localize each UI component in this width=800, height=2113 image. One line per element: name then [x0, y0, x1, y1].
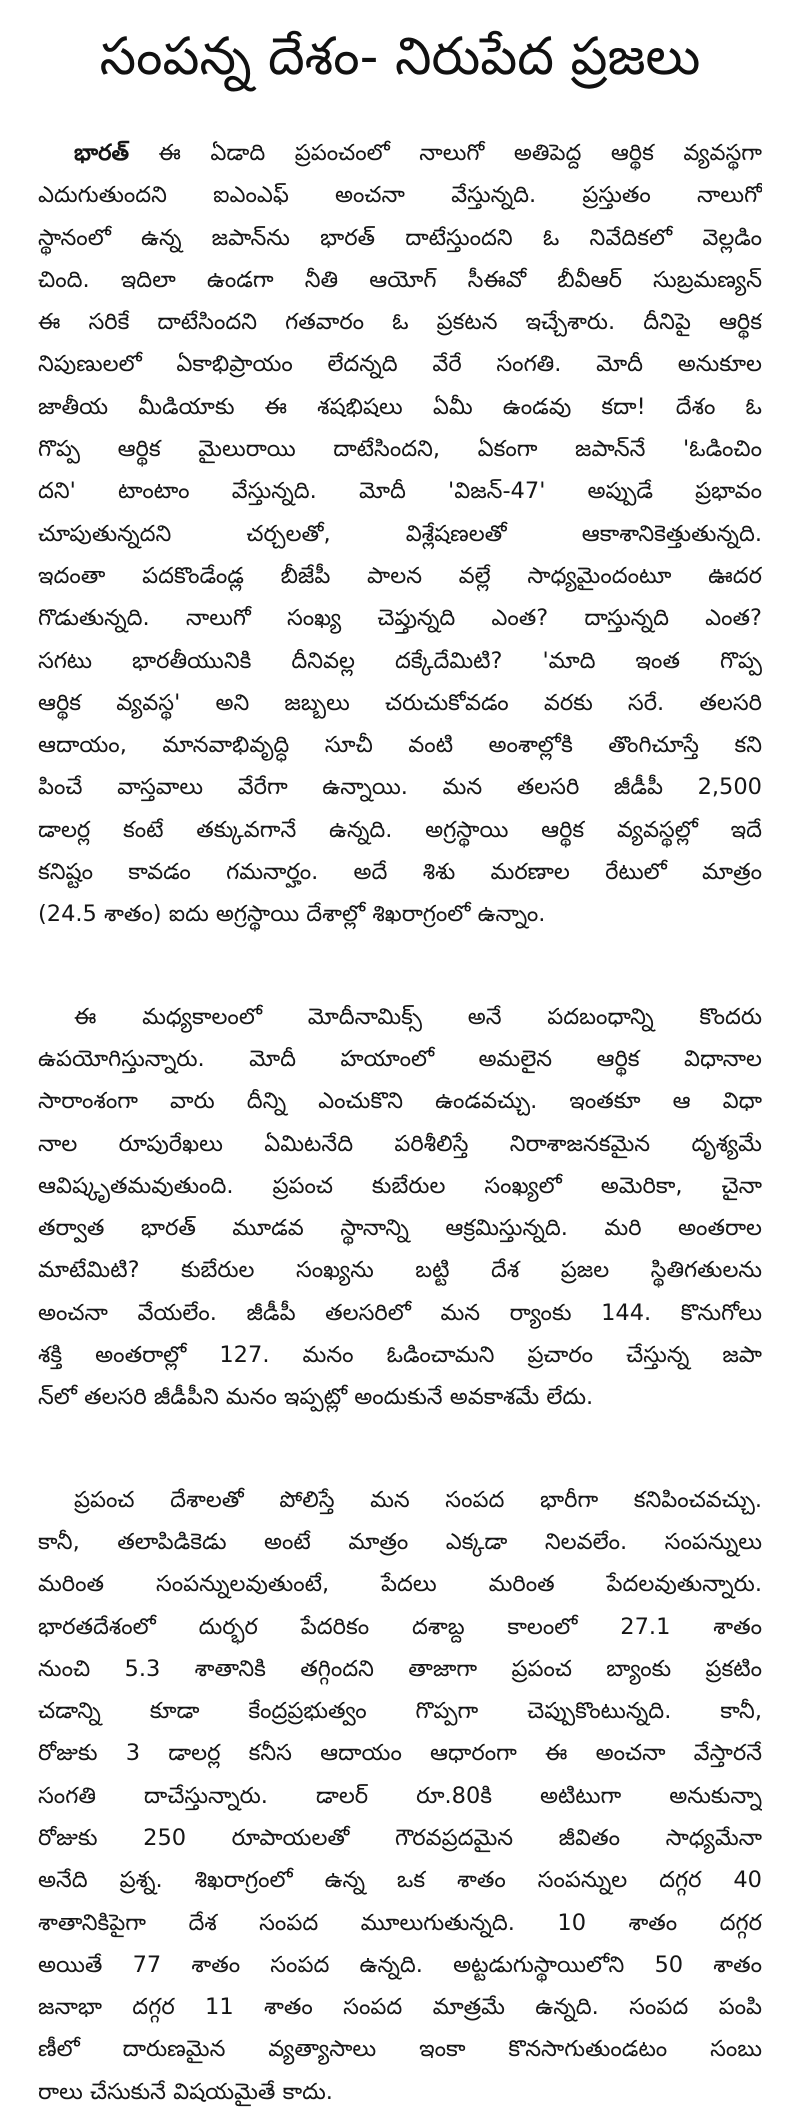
article-headline: సంపన్న దేశం- నిరుపేద ప్రజలు: [99, 27, 701, 87]
paragraph-line: గొడుతున్నది. నాలుగో సంఖ్య చెప్తున్నది ఎంత? దాస్తున్నది ఎంత?: [38, 605, 762, 632]
paragraph-line: చడాన్ని కూడా కేంద్రప్రభుత్వం గొప్పగా చెప్పుకొంటున్నది. కానీ,: [38, 1698, 762, 1725]
paragraph-line: (24.5 శాతం) ఐదు అగ్రస్థాయి దేశాల్లో శిఖరాగ్రంలో ఉన్నాం.: [38, 901, 546, 928]
paragraph-line: నాల రూపురేఖలు ఏమిటనేది పరిశీలిస్తే నిరాశాజనకమైన దృశ్యమే: [38, 1130, 762, 1157]
paragraph-line: భారతదేశంలో దుర్భర పేదరికం దశాబ్ద కాలంలో 27.1 శాతం: [38, 1613, 762, 1640]
paragraph-line: అంచనా వేయలేం. జీడీపీ తలసరిలో మన ర్యాంకు 144. కొనుగోలు: [38, 1299, 762, 1326]
paragraph-line: సంగతి దాచేస్తున్నారు. డాలర్ రూ.80కి అటిటుగా అనుకున్నా: [38, 1782, 762, 1809]
paragraph-line: ణీలో దారుణమైన వ్యత్యాసాలు ఇంకా కొనసాగుతుండటం సంబు: [38, 2036, 762, 2063]
paragraph-line: శక్తి అంతరాల్లో 127. మనం ఓడించామని ప్రచారం చేస్తున్న జపా: [38, 1342, 762, 1369]
paragraph-line: మరింత సంపన్నులవుతుంటే, పేదలు మరింత పేదలవుతున్నారు.: [38, 1571, 762, 1598]
paragraph-line: శాతానికిపైగా దేశ సంపద మూలుగుతున్నది. 10 శాతం దగ్గర: [38, 1909, 762, 1936]
paragraph-line: కనిష్టం కావడం గమనార్హం. అదే శిశు మరణాల రేటులో మాత్రం: [38, 859, 762, 886]
paragraph-line: మాటేమిటి? కుబేరుల సంఖ్యను బట్టి దేశ ప్రజల స్థితిగతులను: [38, 1257, 762, 1284]
paragraph-line: ఆర్థిక వ్యవస్థ' అని జబ్బలు చరుచుకోవడం వరకు సరే. తలసరి: [38, 689, 762, 716]
paragraph-line: అయితే 77 శాతం సంపద ఉన్నది. అట్టడుగుస్థాయిలోని 50 శాతం: [38, 1951, 762, 1978]
paragraph-line: ఈ మధ్యకాలంలో మోదీనామిక్స్ అనే పదబంధాన్ని కొందరు: [74, 1003, 762, 1030]
paragraph-line: ప్రపంచ దేశాలతో పోలిస్తే మన సంపద భారీగా కనిపించవచ్చు.: [74, 1486, 762, 1513]
paragraph-line: నిపుణులలో ఏకాభిప్రాయం లేదన్నది వేరే సంగతి. మోదీ అనుకూల: [38, 351, 762, 378]
paragraph-line: న్‌లో తలసరి జీడీపీని మనం ఇప్పట్లో అందుకునే అవకాశమే లేదు.: [38, 1384, 594, 1411]
paragraph-line: ఎదుగుతుందని ఐఎంఎఫ్ అంచనా వేస్తున్నది. ప్రస్తుతం నాలుగో: [38, 182, 762, 209]
article-body: [38, 132, 762, 2113]
lead-word: భారత్: [74, 140, 129, 166]
paragraph-line: చూపుతున్నదని చర్చలతో, విశ్లేషణలతో ఆకాశానికెత్తుతున్నది.: [38, 520, 762, 547]
article-paragraph: [38, 132, 762, 936]
paragraph-line: దని' టాంటాం వేస్తున్నది. మోదీ 'విజన్-47' అప్పుడే ప్రభావం: [38, 478, 762, 505]
paragraph-line: జాతీయ మీడియాకు ఈ శషభిషలు ఏమీ ఉండవు కదా! దేశం ఓ: [38, 393, 762, 420]
paragraph-line: గొప్ప ఆర్థిక మైలురాయి దాటేసిందని, ఏకంగా జపాన్‌నే 'ఓడించిం: [38, 436, 762, 463]
paragraph-line: జనాభా దగ్గర 11 శాతం సంపద మాత్రమే ఉన్నది. సంపద పంపి: [38, 1994, 762, 2021]
paragraph-line: ఆవిష్కృతమవుతుంది. ప్రపంచ కుబేరుల సంఖ్యలో అమెరికా, చైనా: [38, 1172, 762, 1199]
paragraph-line: రాలు చేసుకునే విషయమైతే కాదు.: [38, 2078, 333, 2105]
paragraph-line: తర్వాత భారత్ మూడవ స్థానాన్ని ఆక్రమిస్తున్నది. మరి అంతరాల: [38, 1215, 762, 1242]
paragraph-line: సగటు భారతీయునికి దీనివల్ల దక్కేదేమిటి? 'మాది ఇంత గొప్ప: [38, 647, 762, 674]
paragraph-line: సారాంశంగా వారు దీన్ని ఎంచుకొని ఉండవచ్చు. ఇంతకూ ఆ విధా: [38, 1088, 762, 1115]
article-paragraph: [38, 996, 762, 1419]
paragraph-line: డాలర్ల కంటే తక్కువగానే ఉన్నది. అగ్రస్థాయి ఆర్థిక వ్యవస్థల్లో ఇదే: [38, 816, 762, 843]
paragraph-line: ఆదాయం, మానవాభివృద్ధి సూచీ వంటి అంశాల్లోకి తొంగిచూస్తే కని: [38, 732, 762, 759]
paragraph-line: ఉపయోగిస్తున్నారు. మోదీ హయాంలో అమలైన ఆర్థిక విధానాల: [38, 1045, 762, 1072]
paragraph-line: ఇదంతా పదకొండేండ్ల బీజేపీ పాలన వల్లే సాధ్యమైందంటూ ఊదర: [38, 562, 762, 589]
line-text: ఈ ఏడాది ప్రపంచంలో నాలుగో అతిపెద్ద ఆర్థిక వ్యవస్థగా: [128, 140, 762, 166]
paragraph-line: ఈ సరికే దాటేసిందని గతవారం ఓ ప్రకటన ఇచ్చేశారు. దీనిపై ఆర్థిక: [38, 309, 762, 336]
paragraph-line: కానీ, తలాపిడికెడు అంటే మాత్రం ఎక్కడా నిలవలేం. సంపన్నులు: [38, 1528, 762, 1555]
paragraph-line: అనేది ప్రశ్న. శిఖరాగ్రంలో ఉన్న ఒక శాతం సంపన్నుల దగ్గర 40: [38, 1867, 762, 1894]
paragraph-line: రోజుకు 250 రూపాయలతో గౌరవప్రదమైన జీవితం సాధ్యమేనా: [38, 1824, 762, 1851]
paragraph-line: చింది. ఇదిలా ఉండగా నీతి ఆయోగ్ సీఈవో బీవీఆర్ సుబ్రమణ్యన్: [38, 266, 762, 293]
paragraph-line: [38, 132, 762, 174]
paragraph-line: పించే వాస్తవాలు వేరేగా ఉన్నాయి. మన తలసరి జీడీపీ 2,500: [38, 774, 762, 801]
article-paragraph: [38, 1479, 762, 2113]
paragraph-line: నుంచి 5.3 శాతానికి తగ్గిందని తాజాగా ప్రపంచ బ్యాంకు ప్రకటిం: [38, 1655, 762, 1682]
paragraph-line: స్థానంలో ఉన్న జపాన్‌ను భారత్ దాటేస్తుందని ఓ నివేదికలో వెల్లడిం: [38, 224, 762, 251]
paragraph-line: రోజుకు 3 డాలర్ల కనీస ఆదాయం ఆధారంగా ఈ అంచనా వేస్తారనే: [38, 1740, 762, 1767]
